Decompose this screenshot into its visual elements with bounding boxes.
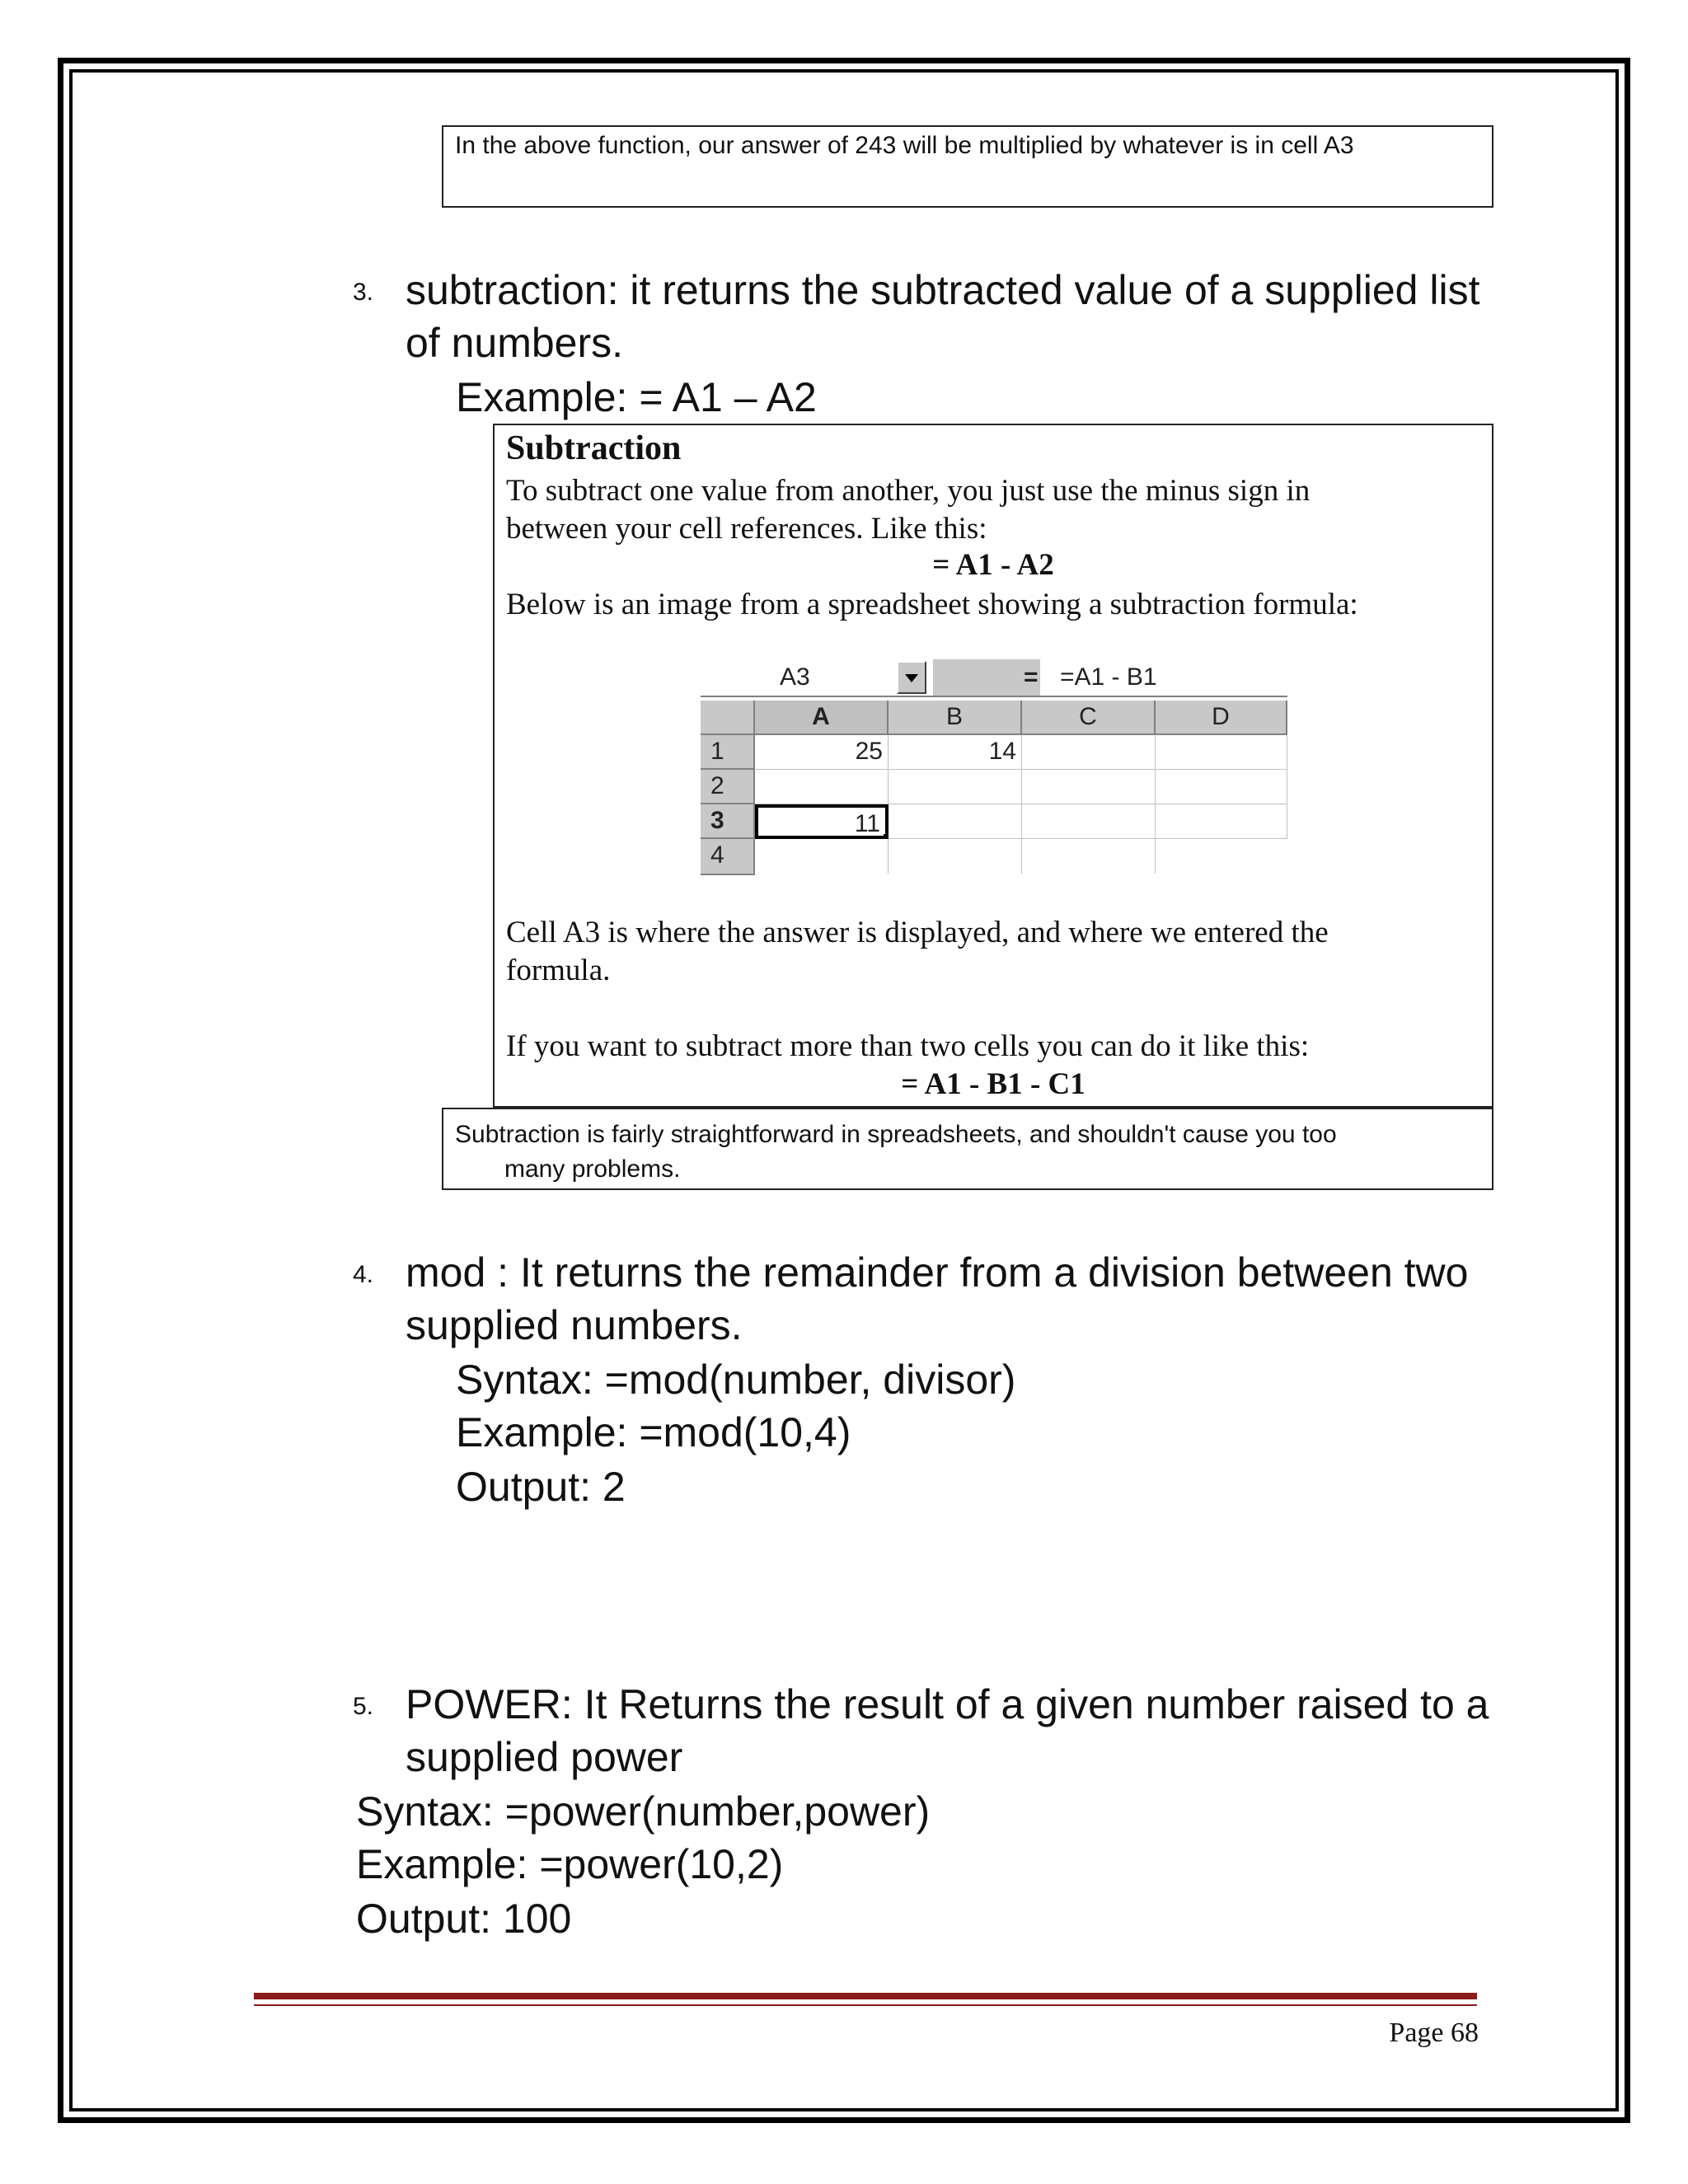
item-4-syntax: Syntax: =mod(number, divisor) bbox=[456, 1357, 1016, 1403]
item-4-example: Example: =mod(10,4) bbox=[456, 1409, 851, 1455]
row-header-1[interactable]: 1 bbox=[701, 735, 755, 770]
subtraction-p3-line1: Cell A3 is where the answer is displayed, and where we entered the bbox=[506, 916, 1329, 949]
item-5-output: Output: 100 bbox=[356, 1896, 572, 1942]
cell-b3[interactable] bbox=[889, 804, 1022, 839]
note-bottom-line1: Subtraction is fairly straightforward in spreadsheets, and shouldn't cause you too bbox=[455, 1121, 1337, 1148]
subtraction-p3-line2: formula. bbox=[506, 954, 611, 987]
row-header-4[interactable]: 4 bbox=[701, 839, 755, 875]
cell-b4[interactable] bbox=[889, 839, 1022, 874]
row-header-3[interactable]: 3 bbox=[701, 804, 755, 839]
cell-c1[interactable] bbox=[1022, 735, 1156, 770]
cell-b2[interactable] bbox=[889, 770, 1022, 804]
cell-a1[interactable]: 25 bbox=[755, 735, 889, 770]
subtraction-formula-2: = A1 - B1 - C1 bbox=[901, 1067, 1085, 1101]
cell-a4[interactable] bbox=[755, 839, 889, 874]
subtraction-p1-line2: between your cell references. Like this: bbox=[506, 512, 987, 546]
chevron-down-icon bbox=[898, 663, 925, 692]
item-5-line2: supplied power bbox=[406, 1734, 683, 1780]
item-3-number: 3. bbox=[353, 279, 374, 306]
spreadsheet-image bbox=[701, 659, 1287, 875]
col-header-d[interactable]: D bbox=[1156, 701, 1287, 735]
formula-bar-border bbox=[701, 696, 1287, 697]
item-5-line1: POWER: It Returns the result of a given number raised to a bbox=[406, 1681, 1489, 1727]
note-box-bottom bbox=[442, 1108, 1493, 1190]
cell-d2[interactable] bbox=[1156, 770, 1287, 804]
page-number: Page 68 bbox=[1389, 2018, 1479, 2048]
col-header-c[interactable]: C bbox=[1022, 701, 1156, 735]
formula-bar-input[interactable]: =A1 - B1 bbox=[1060, 663, 1157, 691]
item-3-line1: subtraction: it returns the subtracted value of a supplied list bbox=[406, 267, 1480, 313]
col-header-b[interactable]: B bbox=[889, 701, 1022, 735]
item-4-line2: supplied numbers. bbox=[406, 1302, 743, 1348]
corner-cell[interactable] bbox=[701, 701, 755, 735]
note-top-text: In the above function, our answer of 243 will be multiplied by whatever is in cell A3 bbox=[455, 132, 1354, 159]
item-5-syntax: Syntax: =power(number,power) bbox=[356, 1788, 931, 1835]
cell-d4[interactable] bbox=[1156, 839, 1287, 874]
row-header-2[interactable]: 2 bbox=[701, 770, 755, 804]
subtraction-p2: Below is an image from a spreadsheet showing a subtraction formula: bbox=[506, 588, 1358, 621]
subtraction-heading: Subtraction bbox=[506, 429, 682, 467]
col-header-a[interactable]: A bbox=[755, 701, 889, 735]
cell-b1[interactable]: 14 bbox=[889, 735, 1022, 770]
note-box-top bbox=[442, 125, 1493, 208]
note-bottom-line2: many problems. bbox=[504, 1155, 681, 1183]
subtraction-formula-1: = A1 - A2 bbox=[932, 548, 1054, 582]
cell-c4[interactable] bbox=[1022, 839, 1156, 874]
item-4-output: Output: 2 bbox=[456, 1464, 626, 1510]
cell-c2[interactable] bbox=[1022, 770, 1156, 804]
subtraction-p1-line1: To subtract one value from another, you just use the minus sign in bbox=[506, 474, 1311, 508]
subtraction-p4: If you want to subtract more than two cells you can do it like this: bbox=[506, 1029, 1310, 1063]
item-5-example: Example: =power(10,2) bbox=[356, 1841, 784, 1887]
cell-c3[interactable] bbox=[1022, 804, 1156, 839]
formula-equals: = bbox=[1024, 663, 1039, 691]
item-3-line2: of numbers. bbox=[406, 320, 624, 366]
item-5-number: 5. bbox=[353, 1693, 374, 1720]
item-3-example: Example: = A1 – A2 bbox=[456, 374, 817, 420]
cell-a3-selected[interactable]: 11 bbox=[755, 804, 889, 839]
name-box-value: A3 bbox=[780, 663, 810, 691]
footer-rule-thick bbox=[254, 1993, 1477, 1999]
sheet-grid bbox=[701, 701, 1287, 875]
item-4-number: 4. bbox=[353, 1261, 374, 1288]
cell-d1[interactable] bbox=[1156, 735, 1287, 770]
name-box-dropdown-button[interactable] bbox=[897, 661, 926, 694]
cell-a2[interactable] bbox=[755, 770, 889, 804]
item-4-line1: mod : It returns the remainder from a division between two bbox=[406, 1249, 1469, 1296]
footer-rule-thin bbox=[254, 2004, 1477, 2006]
cell-d3[interactable] bbox=[1156, 804, 1287, 839]
